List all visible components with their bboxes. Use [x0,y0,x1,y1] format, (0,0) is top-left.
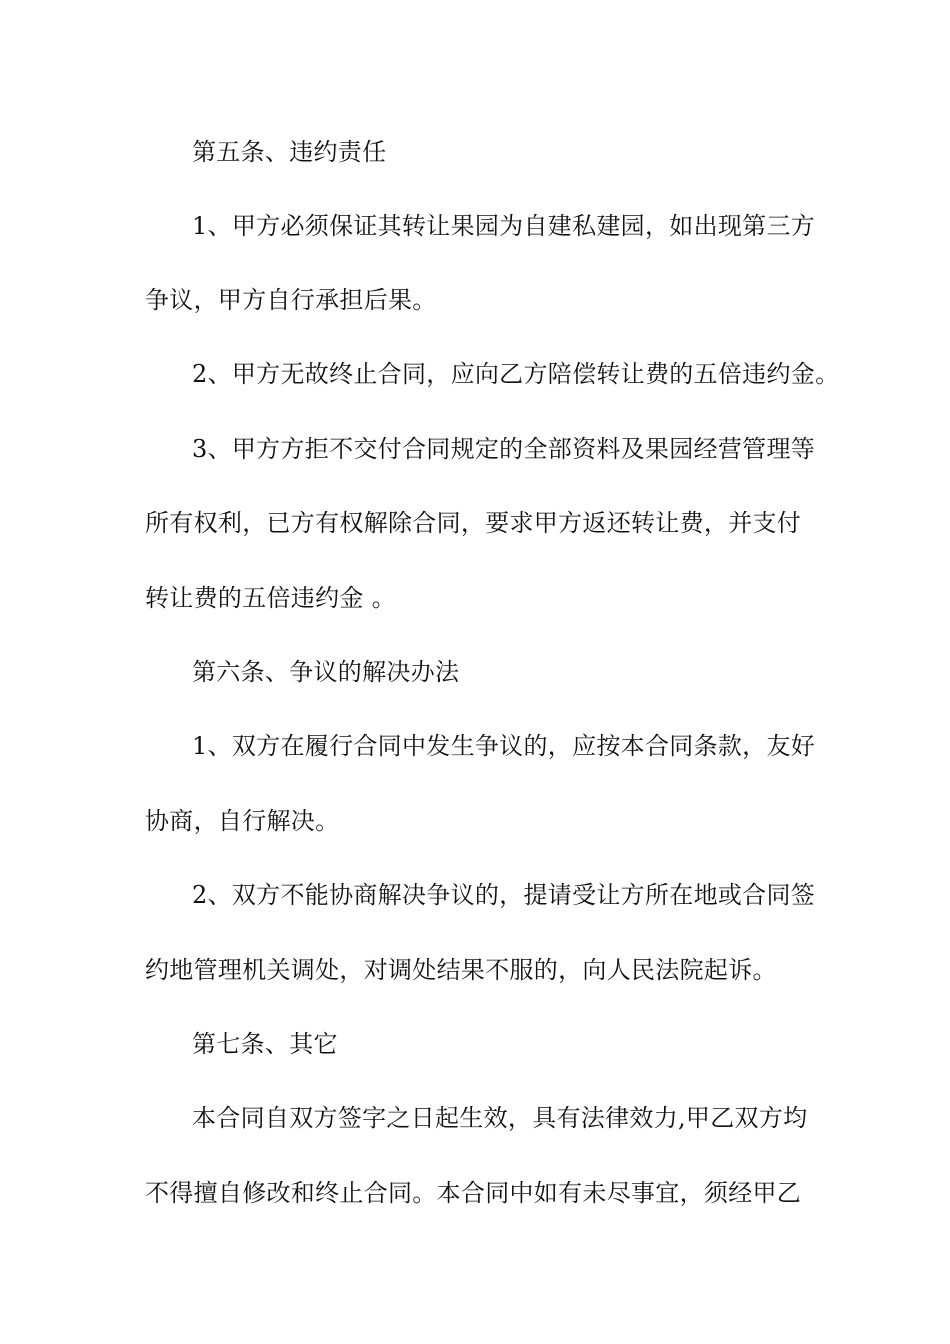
paragraph-line: 3、甲方方拒不交付合同规定的全部资料及果园经营管理等 [192,435,816,463]
section-heading-article-7: 第七条、其它 [192,1030,338,1058]
paragraph-line: 2、双方不能协商解决争议的，提请受让方所在地或合同签 [192,881,816,909]
paragraph-line: 所有权利，已方有权解除合同，要求甲方返还转让费，并支付 [145,509,802,537]
section-heading-article-6: 第六条、争议的解决办法 [192,658,460,686]
paragraph-line: 协商，自行解决。 [145,807,340,835]
section-heading-article-5: 第五条、违约责任 [192,138,387,166]
paragraph-line: 本合同自双方签字之日起生效，具有法律效力,甲乙双方均 [192,1104,808,1132]
paragraph-line: 1、甲方必须保证其转让果园为自建私建园，如出现第三方 [192,212,816,240]
paragraph-line: 1、双方在履行合同中发生争议的，应按本合同条款，友好 [192,732,816,760]
paragraph-line: 争议，甲方自行承担后果。 [145,286,437,314]
paragraph-line: 不得擅自修改和终止合同。本合同中如有未尽事宜，须经甲乙 [145,1179,802,1207]
paragraph-line: 2、甲方无故终止合同，应向乙方陪偿转让费的五倍违约金。 [192,360,840,388]
paragraph-line: 转让费的五倍违约金 。 [145,584,396,612]
paragraph-line: 约地管理机关调处，对调处结果不服的，向人民法院起诉。 [145,956,777,984]
